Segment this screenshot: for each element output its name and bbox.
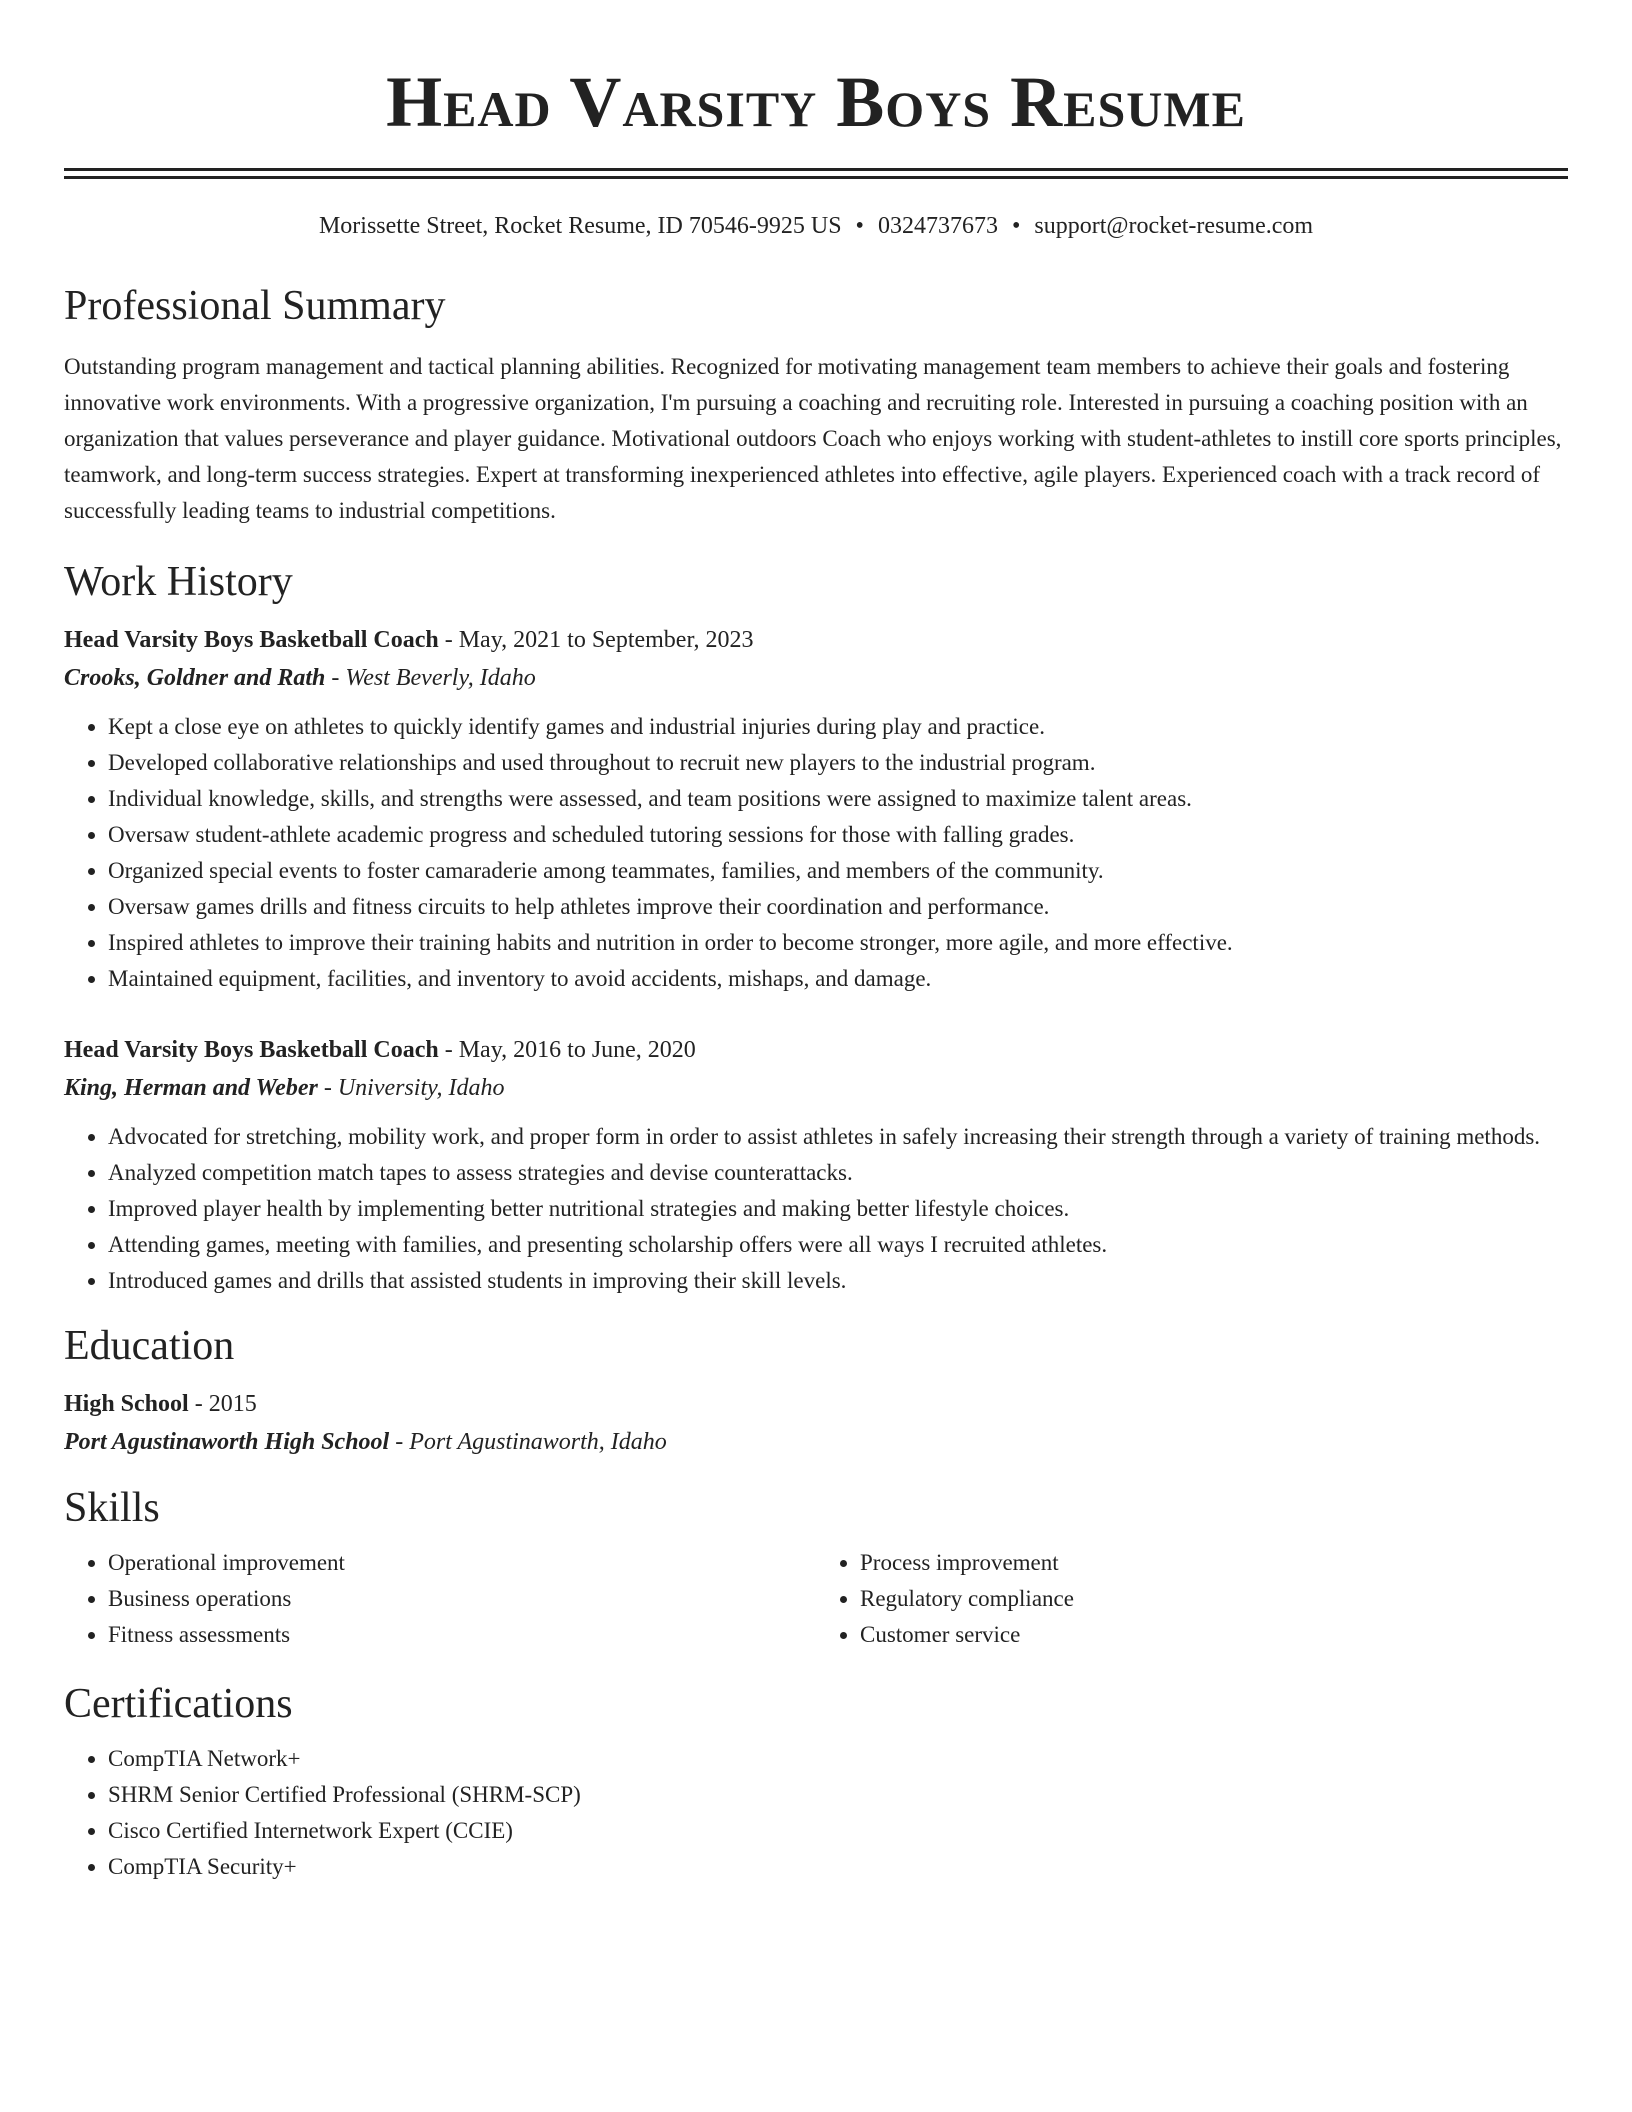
list-item: • Developed collaborative relationships and used throughout to recruit new players to the industrial program. <box>108 745 1568 781</box>
job-entry <box>64 621 1568 997</box>
certification-item: • CompTIA Network+ <box>108 1741 1568 1777</box>
list-item: • Analyzed competition match tapes to assess strategies and devise counterattacks. <box>108 1155 1568 1191</box>
list-item: • Kept a close eye on athletes to quickly identify games and industrial injuries during play and practice. <box>108 709 1568 745</box>
company-name: King, Herman and Weber <box>64 1075 318 1101</box>
contact-address: Morissette Street, Rocket Resume, ID 70546-9925 US <box>318 213 842 239</box>
company-location: - University, Idaho <box>317 1075 505 1101</box>
list-item: • Advocated for stretching, mobility work, and proper form in order to assist athletes in safely increasing their strength through a variety of training methods. <box>108 1119 1568 1155</box>
contact-separator: • <box>1011 213 1021 239</box>
list-item: • Oversaw games drills and fitness circuits to help athletes improve their coordination and performance. <box>108 889 1568 925</box>
skill-item: • Process improvement <box>860 1545 1568 1581</box>
education-entry <box>64 1385 1568 1461</box>
title-divider <box>64 168 1568 179</box>
certifications-heading: Certifications <box>64 1681 293 1727</box>
certifications-list <box>64 1741 1568 1885</box>
job-title: Head Varsity Boys Basketball Coach <box>64 627 439 653</box>
degree-line <box>64 1385 1568 1423</box>
contact-phone: 0324737673 <box>877 213 998 239</box>
job-dates: - May, 2021 to September, 2023 <box>438 627 754 653</box>
list-item: • Individual knowledge, skills, and strengths were assessed, and team positions were assigned to maximize talent areas. <box>108 781 1568 817</box>
list-item: • Improved player health by implementing better nutritional strategies and making better lifestyle choices. <box>108 1191 1568 1227</box>
list-item: • Introduced games and drills that assisted students in improving their skill levels. <box>108 1263 1568 1299</box>
job-dates: - May, 2016 to June, 2020 <box>438 1037 696 1063</box>
certification-item: • Cisco Certified Internetwork Expert (CCIE) <box>108 1813 1568 1849</box>
education-heading: Education <box>64 1323 235 1369</box>
page-title: Head Varsity Boys Resume <box>386 62 1246 142</box>
skills-column-right <box>816 1545 1568 1653</box>
certification-item: • SHRM Senior Certified Professional (SHRM-SCP) <box>108 1777 1568 1813</box>
work-history-heading: Work History <box>64 559 293 605</box>
skill-item: • Regulatory compliance <box>860 1581 1568 1617</box>
certification-item: • CompTIA Security+ <box>108 1849 1568 1885</box>
list-item: • Inspired athletes to improve their training habits and nutrition in order to become stronger, more agile, and more effective. <box>108 925 1568 961</box>
skill-item: • Fitness assessments <box>108 1617 816 1653</box>
summary-heading: Professional Summary <box>64 283 446 329</box>
skills-grid <box>64 1545 1568 1653</box>
school-line <box>64 1423 1568 1461</box>
degree: High School <box>64 1391 189 1417</box>
list-item: • Organized special events to foster camaraderie among teammates, families, and members of the community. <box>108 853 1568 889</box>
skills-column-left <box>64 1545 816 1653</box>
job-entry <box>64 1031 1568 1299</box>
skill-item: • Business operations <box>108 1581 816 1617</box>
school-location: - Port Agustinaworth, Idaho <box>389 1429 667 1455</box>
skill-item: • Customer service <box>860 1617 1568 1653</box>
contact-separator: • <box>855 213 864 239</box>
company-line <box>64 1069 1568 1107</box>
job-bullets <box>64 1119 1568 1299</box>
job-title: Head Varsity Boys Basketball Coach <box>64 1037 439 1063</box>
job-title-line <box>64 621 1568 659</box>
skill-item: • Operational improvement <box>108 1545 816 1581</box>
summary-text: Outstanding program management and tactical planning abilities. Recognized for motivating management team members to achieve their goals and fostering innovative work environments. With a progressive organization, I'm pursuing a coaching and recruiting role. Interested in pursuing a coaching position with an organization that values perseverance and player guidance. Motivational outdoors Coach who enjoys working with student-athletes to instill core sports principles, teamwork, and long-term success strategies. Expert at transforming inexperienced athletes into effective, agile players. Experienced coach with a track record of successfully leading teams to industrial competitions. <box>64 354 1562 523</box>
company-name: Crooks, Goldner and Rath <box>64 665 326 691</box>
contact-email: support@rocket-resume.com <box>1034 213 1314 239</box>
list-item: • Attending games, meeting with families, and presenting scholarship offers were all ways I recruited athletes. <box>108 1227 1568 1263</box>
list-item: • Oversaw student-athlete academic progress and scheduled tutoring sessions for those with falling grades. <box>108 817 1568 853</box>
graduation-year: - 2015 <box>188 1391 257 1417</box>
job-bullets <box>64 709 1568 997</box>
company-location: - West Beverly, Idaho <box>325 665 536 691</box>
company-line <box>64 659 1568 697</box>
skills-heading: Skills <box>64 1485 160 1531</box>
job-title-line <box>64 1031 1568 1069</box>
contact-line <box>64 211 1568 241</box>
list-item: • Maintained equipment, facilities, and inventory to avoid accidents, mishaps, and damage. <box>108 961 1568 997</box>
school-name: Port Agustinaworth High School <box>64 1429 390 1455</box>
